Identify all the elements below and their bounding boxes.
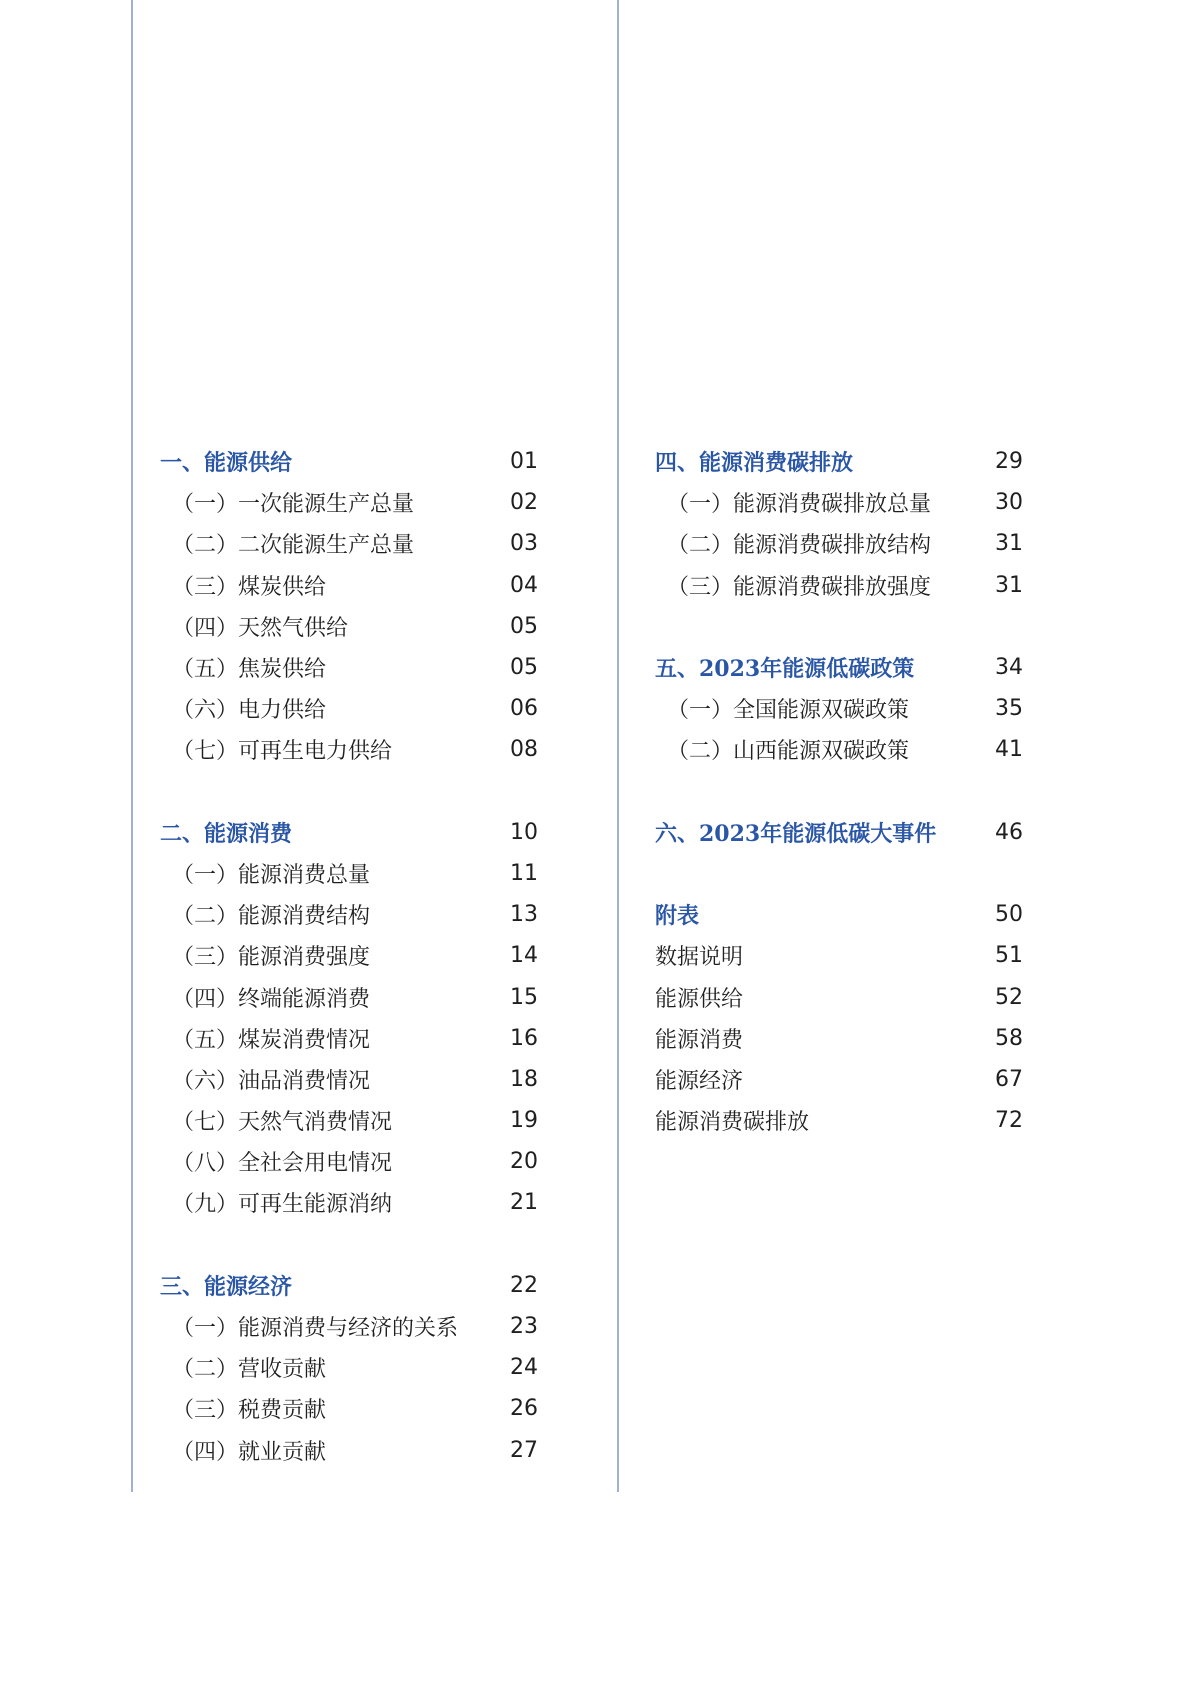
toc-section-entry[interactable]	[655, 647, 1023, 688]
toc-entry[interactable]	[160, 894, 538, 935]
toc-page-number: 11	[510, 860, 538, 886]
toc-page-number: 19	[510, 1108, 538, 1134]
toc-page-number: 05	[510, 613, 538, 639]
toc-entry[interactable]	[160, 976, 538, 1017]
toc-entry-title: （一）能源消费总量	[172, 862, 371, 888]
toc-entry[interactable]	[655, 1100, 1023, 1141]
toc-page-number: 18	[510, 1066, 538, 1092]
toc-section-title: 二、能源消费	[160, 820, 293, 847]
toc-entry-title: 能源消费	[655, 1027, 744, 1053]
toc-page-number: 06	[510, 696, 538, 722]
toc-page-number: 27	[510, 1437, 538, 1463]
toc-entry[interactable]	[160, 688, 538, 729]
toc-entry-title: （六）油品消费情况	[172, 1068, 371, 1094]
toc-entry-title: （三）税费贡献	[172, 1398, 327, 1424]
toc-entry[interactable]	[655, 729, 1023, 770]
toc-page-number: 34	[995, 655, 1023, 681]
toc-page-number: 10	[510, 819, 538, 845]
toc-entry-title: （五）煤炭消费情况	[172, 1027, 371, 1053]
toc-entry-title: （四）就业贡献	[172, 1439, 327, 1465]
toc-page-number: 50	[995, 902, 1023, 928]
toc-entry-title: （五）焦炭供给	[172, 657, 327, 683]
toc-page-number: 26	[510, 1396, 538, 1422]
toc-entry-title: （一）能源消费与经济的关系	[172, 1316, 459, 1342]
toc-section-entry[interactable]	[160, 441, 538, 482]
toc-entry-title: （七）天然气消费情况	[172, 1110, 393, 1136]
toc-entry-title: （二）营收贡献	[172, 1357, 327, 1383]
toc-section-entry[interactable]	[160, 812, 538, 853]
toc-page-number: 46	[995, 819, 1023, 845]
toc-page-number: 67	[995, 1066, 1023, 1092]
toc-page-number: 05	[510, 655, 538, 681]
toc-page-number: 03	[510, 531, 538, 557]
toc-page-number: 02	[510, 490, 538, 516]
toc-page-number: 58	[995, 1025, 1023, 1051]
toc-page-number: 23	[510, 1314, 538, 1340]
toc-page-number: 52	[995, 984, 1023, 1010]
toc-page-number: 14	[510, 943, 538, 969]
toc-page-number: 35	[995, 696, 1023, 722]
toc-entry-title: （四）终端能源消费	[172, 986, 371, 1012]
toc-section-title: 六、2023年能源低碳大事件	[655, 820, 937, 847]
toc-section-title: 四、能源消费碳排放	[655, 450, 854, 477]
toc-section-title: 三、能源经济	[160, 1273, 293, 1300]
toc-spacer	[160, 1224, 538, 1265]
toc-page-number: 31	[995, 572, 1023, 598]
toc-entry[interactable]	[160, 1141, 538, 1182]
toc-entry[interactable]	[160, 1059, 538, 1100]
toc-entry[interactable]	[160, 1018, 538, 1059]
toc-spacer	[655, 853, 1023, 894]
toc-entry-title: （一）一次能源生产总量	[172, 492, 415, 518]
toc-entry-title: （三）能源消费强度	[172, 945, 371, 971]
toc-entry-title: （九）可再生能源消纳	[172, 1192, 393, 1218]
toc-page-number: 29	[995, 449, 1023, 475]
toc-entry[interactable]	[160, 606, 538, 647]
toc-entry[interactable]	[655, 935, 1023, 976]
toc-entry-title: （二）能源消费结构	[172, 904, 371, 930]
toc-entry-title: （二）能源消费碳排放结构	[667, 533, 932, 559]
toc-entry-title: （三）煤炭供给	[172, 574, 327, 600]
toc-entry[interactable]	[160, 647, 538, 688]
toc-entry-title: （一）能源消费碳排放总量	[667, 492, 932, 518]
toc-section-entry[interactable]	[160, 1265, 538, 1306]
toc-entry[interactable]	[160, 482, 538, 523]
toc-entry[interactable]	[160, 729, 538, 770]
toc-entry[interactable]	[160, 853, 538, 894]
toc-entry[interactable]	[655, 688, 1023, 729]
toc-entry-title: 数据说明	[655, 945, 744, 971]
toc-spacer	[655, 771, 1023, 812]
toc-page-number: 31	[995, 531, 1023, 557]
toc-entry-title: （八）全社会用电情况	[172, 1151, 393, 1177]
toc-entry[interactable]	[655, 1018, 1023, 1059]
toc-entry[interactable]	[655, 1059, 1023, 1100]
toc-page-number: 72	[995, 1108, 1023, 1134]
toc-entry-title: 能源供给	[655, 986, 744, 1012]
toc-entry-title: （三）能源消费碳排放强度	[667, 574, 932, 600]
toc-spacer	[655, 606, 1023, 647]
toc-entry[interactable]	[160, 1182, 538, 1223]
toc-section-entry[interactable]	[655, 441, 1023, 482]
toc-entry-title: （二）二次能源生产总量	[172, 533, 415, 559]
toc-entry[interactable]	[160, 1347, 538, 1388]
toc-entry[interactable]	[160, 935, 538, 976]
toc-entry-title: （二）山西能源双碳政策	[667, 739, 910, 765]
toc-page-number: 15	[510, 984, 538, 1010]
toc-page-number: 01	[510, 449, 538, 475]
toc-page-number: 51	[995, 943, 1023, 969]
toc-section-entry[interactable]	[655, 894, 1023, 935]
toc-page-number: 13	[510, 902, 538, 928]
toc-section-title: 五、2023年能源低碳政策	[655, 656, 915, 683]
toc-entry[interactable]	[160, 1306, 538, 1347]
toc-page-number: 24	[510, 1355, 538, 1381]
toc-page-number: 22	[510, 1272, 538, 1298]
toc-page-number: 41	[995, 737, 1023, 763]
toc-entry[interactable]	[655, 482, 1023, 523]
toc-entry[interactable]	[160, 1430, 538, 1471]
toc-entry-title: （一）全国能源双碳政策	[667, 698, 910, 724]
toc-right-column	[655, 441, 1023, 1141]
toc-left-column	[160, 441, 538, 1471]
toc-entry[interactable]	[160, 1100, 538, 1141]
toc-page-number: 21	[510, 1190, 538, 1216]
toc-entry-title: 能源经济	[655, 1068, 744, 1094]
toc-entry[interactable]	[655, 523, 1023, 564]
toc-entry-title: 能源消费碳排放	[655, 1110, 810, 1136]
toc-entry[interactable]	[160, 565, 538, 606]
toc-section-title: 附表	[655, 903, 700, 930]
right-divider-line	[617, 0, 619, 1492]
toc-entry-title: （七）可再生电力供给	[172, 739, 393, 765]
toc-page-number: 30	[995, 490, 1023, 516]
toc-entry[interactable]	[160, 1388, 538, 1429]
toc-page-number: 04	[510, 572, 538, 598]
left-divider-line	[131, 0, 133, 1492]
toc-entry-title: （六）电力供给	[172, 698, 327, 724]
toc-page-number: 20	[510, 1149, 538, 1175]
toc-page-number: 16	[510, 1025, 538, 1051]
toc-section-title: 一、能源供给	[160, 450, 293, 477]
toc-entry-title: （四）天然气供给	[172, 615, 349, 641]
toc-entry[interactable]	[655, 976, 1023, 1017]
toc-entry[interactable]	[655, 565, 1023, 606]
toc-section-entry[interactable]	[655, 812, 1023, 853]
toc-spacer	[160, 771, 538, 812]
toc-entry[interactable]	[160, 523, 538, 564]
toc-page-number: 08	[510, 737, 538, 763]
